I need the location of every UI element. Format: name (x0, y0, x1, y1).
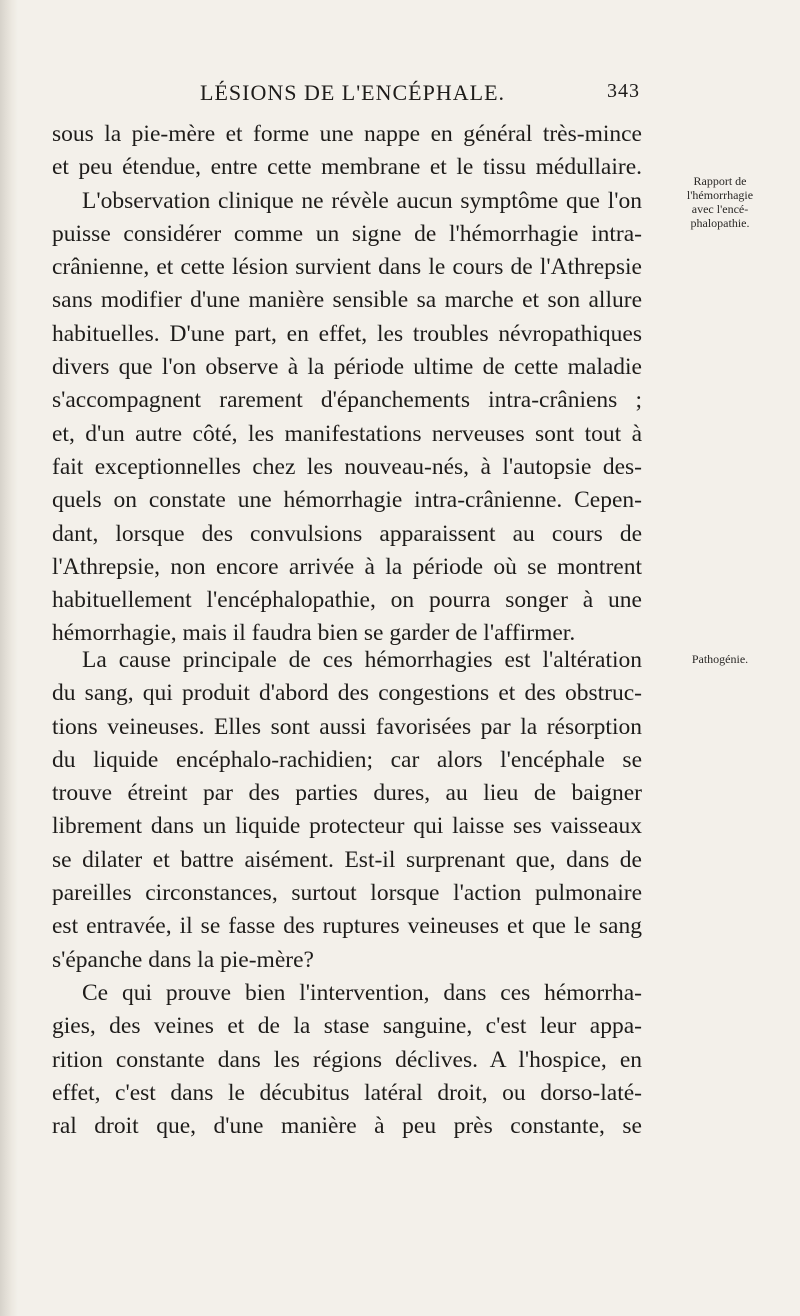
paragraph-athrepsie (52, 118, 642, 651)
text-line: tions veineuses. Elles sont aussi favorisées par la résorption (52, 713, 642, 740)
text-line: pareilles circonstances, surtout lorsque l'action pulmonaire (52, 880, 642, 907)
text-line: et peu étendue, entre cette membrane et le tissu médullaire. (52, 154, 642, 181)
text-line: du liquide encéphalo-rachidien; car alors l'encéphale se (52, 746, 642, 773)
text-line: du sang, qui produit d'abord des congestions et des obstruc- (52, 680, 642, 707)
text-line: divers que l'on observe à la période ultime de cette maladie (52, 354, 642, 381)
text-line: l'Athrepsie, non encore arrivée à la période où se montrent (52, 553, 642, 580)
text-line: hémorrhagie, mais il faudra bien se garder de l'affirmer. (52, 620, 576, 647)
running-header (200, 80, 640, 110)
margin-note-line: Pathogénie. (691, 652, 749, 666)
text-line: trouve étreint par des parties dures, au lieu de baigner (52, 780, 642, 807)
header-title: LÉSIONS DE L'ENCÉPHALE. (200, 80, 506, 105)
text-line: rition constante dans les régions déclives. A l'hospice, en (52, 1046, 642, 1073)
text-line: ral droit que, d'une manière à peu près constante, se (52, 1113, 642, 1140)
margin-note-line: avec l'encé- (691, 202, 749, 216)
page-edge (0, 0, 18, 1316)
text-line: dant, lorsque des convulsions apparaissent au cours de (52, 520, 642, 547)
text-line: sous la pie-mère et forme une nappe en général très-mince (52, 121, 642, 147)
page-number: 343 (607, 80, 640, 102)
text-line: quels on constate une hémorrhagie intra-crânienne. Cepen- (52, 487, 642, 514)
text-line: sans modifier d'une manière sensible sa marche et son allure (52, 287, 642, 314)
text-line: s'épanche dans la pie-mère? (52, 946, 314, 973)
text-line: puisse considérer comme un signe de l'hémorrhagie intra- (52, 220, 642, 247)
margin-note-line: phalopathie. (690, 216, 750, 230)
text-line: habituellement l'encéphalopathie, on pourra songer à une (52, 587, 642, 614)
text-line: est entravée, il se fasse des ruptures veineuses et que le sang (52, 913, 642, 940)
text-line: habituelles. D'une part, en effet, les troubles névropathiques (52, 320, 642, 347)
text-line: Ce qui prouve bien l'intervention, dans ces hémorrha- (82, 979, 642, 1006)
text-line: s'accompagnent rarement d'épanchements intra-crâniens ; (52, 387, 642, 414)
margin-note-pathogenie (660, 652, 780, 666)
text-line: gies, des veines et de la stase sanguine, c'est leur appa- (52, 1013, 642, 1040)
text-line: fait exceptionnelles chez les nouveau-nés, à l'autopsie des- (52, 453, 642, 480)
text-line: crânienne, et cette lésion survient dans le cours de l'Athrepsie (52, 254, 642, 281)
margin-note-rapport (660, 174, 780, 230)
text-line: se dilater et battre aisément. Est-il surprenant que, dans de (52, 846, 642, 873)
text-line: L'observation clinique ne révèle aucun symptôme que l'on (82, 187, 642, 214)
text-line: librement dans un liquide protecteur qui laisse ses vaisseaux (52, 813, 642, 840)
text-line: La cause principale de ces hémorrhagies est l'altération (82, 647, 642, 673)
margin-note-line: l'hémorrhagie (686, 188, 754, 202)
margin-note-line: Rapport de (693, 174, 747, 188)
paragraph-pathogenie (52, 644, 642, 1143)
text-line: effet, c'est dans le décubitus latéral droit, ou dorso-laté- (52, 1079, 642, 1106)
text-line: et, d'un autre côté, les manifestations nerveuses sont tout à (52, 420, 642, 447)
